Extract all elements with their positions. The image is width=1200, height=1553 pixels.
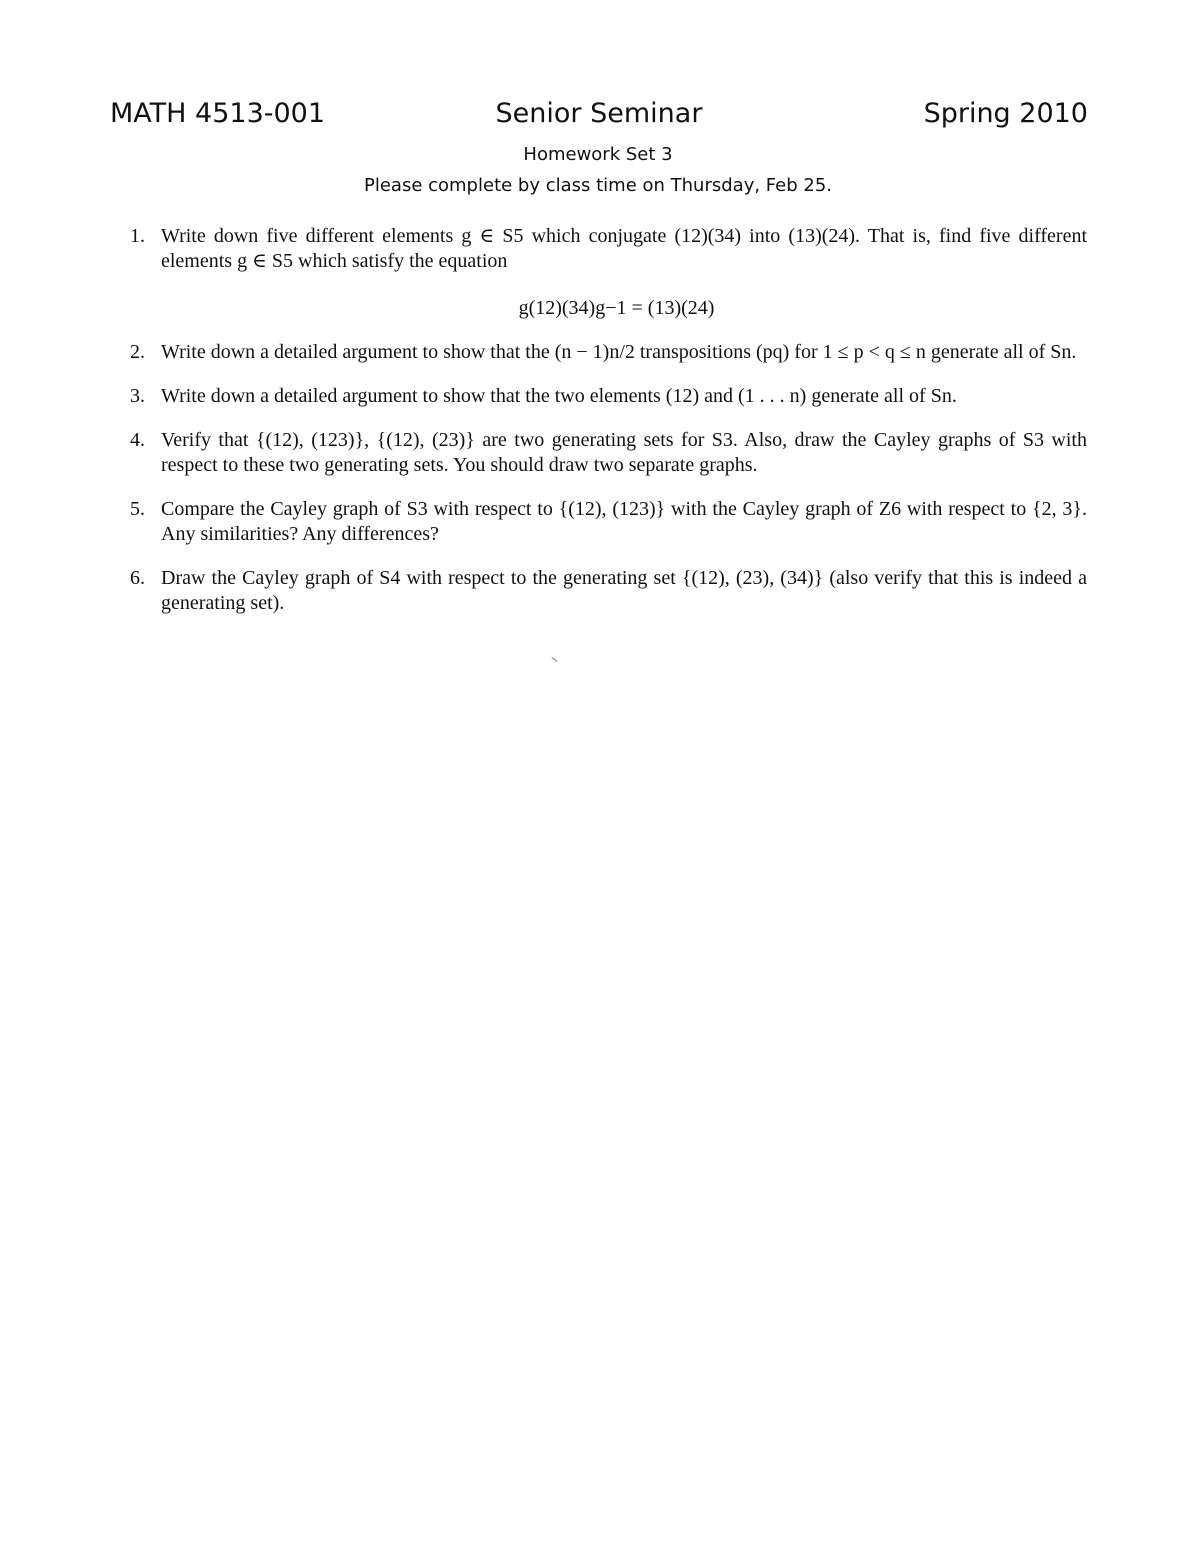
problem-list <box>130 224 1087 635</box>
problem-item <box>130 428 1087 478</box>
problem-text: Write down a detailed argument to show that the (n − 1)n/2 transpositions (pq) for 1 ≤ p < q ≤ n generate all of Sn. <box>161 341 1077 363</box>
problem-number: 4. <box>130 429 145 451</box>
problem-text: Draw the Cayley graph of S4 with respect to the generating set {(12), (23), (34)} (also verify that this is indeed a generating set). <box>161 567 1087 614</box>
problem-number: 3. <box>130 385 145 407</box>
problem-text: Write down a detailed argument to show that the two elements (12) and (1 . . . n) generate all of Sn. <box>161 385 957 407</box>
problem-equation: g(12)(34)g−1 = (13)(24) <box>518 297 715 319</box>
header <box>110 98 1088 138</box>
problem-item <box>130 224 1087 321</box>
problem-text: Compare the Cayley graph of S3 with respect to {(12), (123)} with the Cayley graph of Z6 with respect to {2, 3}. Any similarities? Any differences? <box>161 498 1087 545</box>
problem-item <box>130 497 1087 547</box>
problem-number: 5. <box>130 498 145 520</box>
problem-text: Write down five different elements g ∈ S5 which conjugate (12)(34) into (13)(24). That is, find five different elements g ∈ S5 which satisfy the equation <box>161 225 1087 272</box>
course-code: MATH 4513-001 <box>110 98 326 129</box>
course-title: Senior Seminar <box>495 98 703 129</box>
homework-title: Homework Set 3 <box>523 144 673 165</box>
problem-item <box>130 384 1087 409</box>
scan-mark <box>551 657 557 662</box>
problem-number: 2. <box>130 341 145 363</box>
problem-text: Verify that {(12), (123)}, {(12), (23)} are two generating sets for S3. Also, draw the Cayley graphs of S3 with respect to these two generating sets. You should draw two separate graphs. <box>161 429 1087 476</box>
problem-item <box>130 340 1087 365</box>
term: Spring 2010 <box>923 98 1088 129</box>
problem-number: 1. <box>130 225 145 247</box>
problem-number: 6. <box>130 567 145 589</box>
problem-item <box>130 566 1087 616</box>
due-note: Please complete by class time on Thursday, Feb 25. <box>363 175 833 196</box>
